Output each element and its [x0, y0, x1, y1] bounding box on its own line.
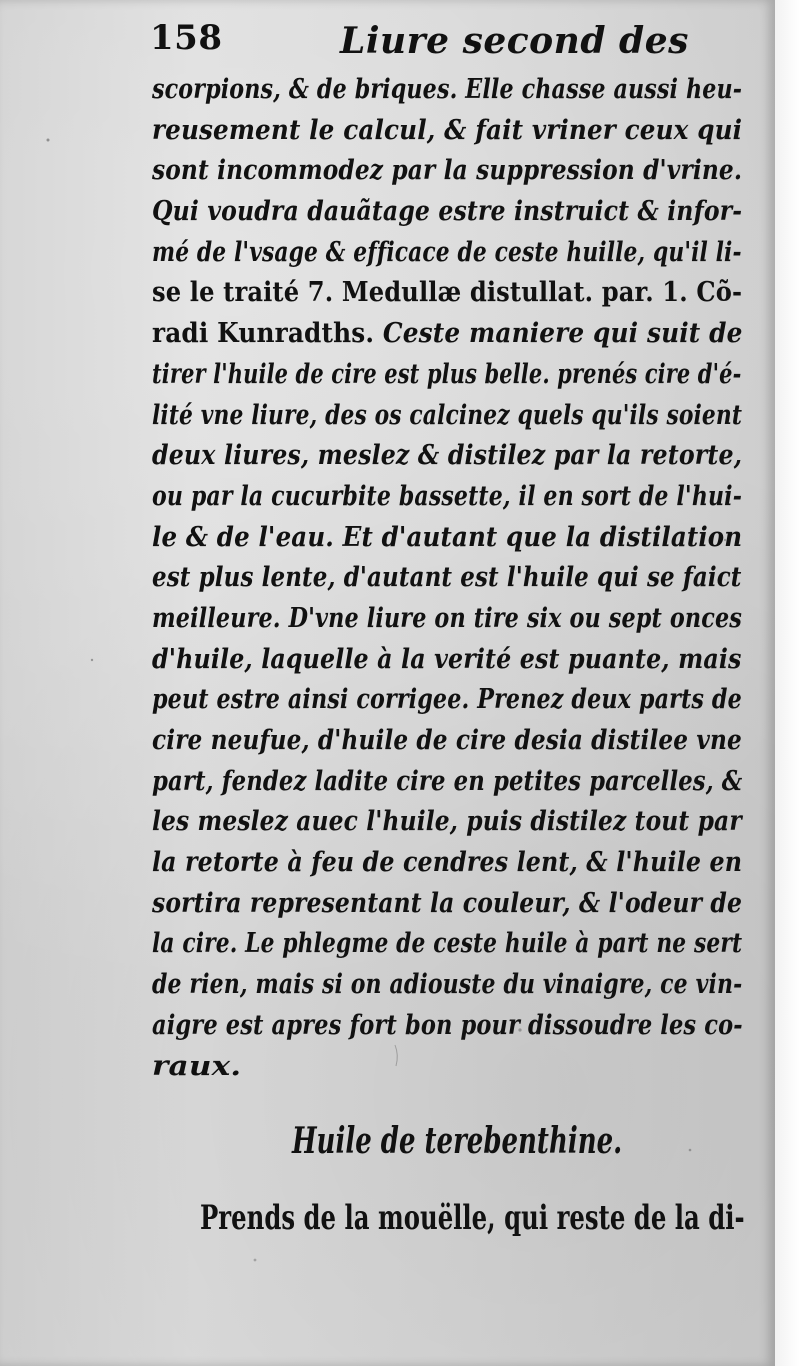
text-line: cire neufue, d'huile de cire desia distilee vne — [152, 725, 742, 756]
text-line: est plus lente, d'autant est l'huile qui se faict — [152, 562, 742, 594]
text-line: la retorte à feu de cendres lent, & l'huile en — [152, 847, 743, 879]
page-edge-gutter — [775, 0, 800, 1366]
text-line: ou par la cucurbite bassette, il en sort de l'hui- — [152, 480, 742, 512]
section-first-line: Prends de la mouëlle, qui reste de la di- — [200, 1198, 745, 1238]
author-name: radi Kunradths. — [152, 318, 375, 350]
body-paragraph — [152, 70, 742, 1087]
text-line: meilleure. D'vne liure on tire six ou sept onces — [152, 602, 742, 634]
text-line: sont incommodez par la suppression d'vrine. — [152, 155, 743, 187]
text-line: d'huile, laquelle à la verité est puante, mais — [152, 643, 742, 675]
text-line: sortira representant la couleur, & l'odeur de — [152, 887, 743, 919]
text-line: lité vne liure, des os calcinez quels qu'ils soient — [152, 399, 743, 431]
text-line: tirer l'huile de cire est plus belle. prenés cire d'é- — [152, 358, 742, 390]
running-title: Liure second des — [340, 20, 689, 62]
text-line: scorpions, & de briques. Elle chasse aussi heu- — [152, 74, 743, 105]
text-continuation: Ceste maniere qui suit de — [374, 318, 743, 350]
text-line: deux liures, meslez & distilez par la retorte, — [152, 440, 743, 472]
running-head — [150, 18, 710, 68]
page-number: 158 — [150, 18, 223, 58]
text-line: part, fendez ladite cire en petites parcelles, & — [152, 765, 743, 797]
text-line: peut estre ainsi corrigee. Prenez deux parts de — [152, 684, 742, 716]
text-line-mixed — [152, 314, 743, 355]
section-heading: Huile de terebenthine. — [292, 1120, 623, 1162]
text-line: aigre est apres fort bon pour dissoudre les co- — [152, 1009, 743, 1041]
text-line: Qui voudra dauãtage estre instruict & infor- — [152, 196, 743, 228]
text-line: les meslez auec l'huile, puis distilez tout par — [152, 806, 742, 838]
text-line: le & de l'eau. Et d'autant que la distilation — [152, 521, 743, 553]
text-line: la cire. Le phlegme de ceste huile à part ne sert — [152, 928, 743, 960]
text-line: mé de l'vsage & efficace de ceste huille, qu'il li- — [152, 236, 742, 268]
text-line: reusement le calcul, & fait vriner ceux qui — [152, 114, 743, 146]
text-line: raux. — [152, 1050, 242, 1082]
text-line: se le traité 7. Medullæ distullat. par. 1. Cõ- — [152, 277, 743, 309]
text-line: de rien, mais si on adiouste du vinaigre, ce vin- — [152, 969, 743, 1001]
